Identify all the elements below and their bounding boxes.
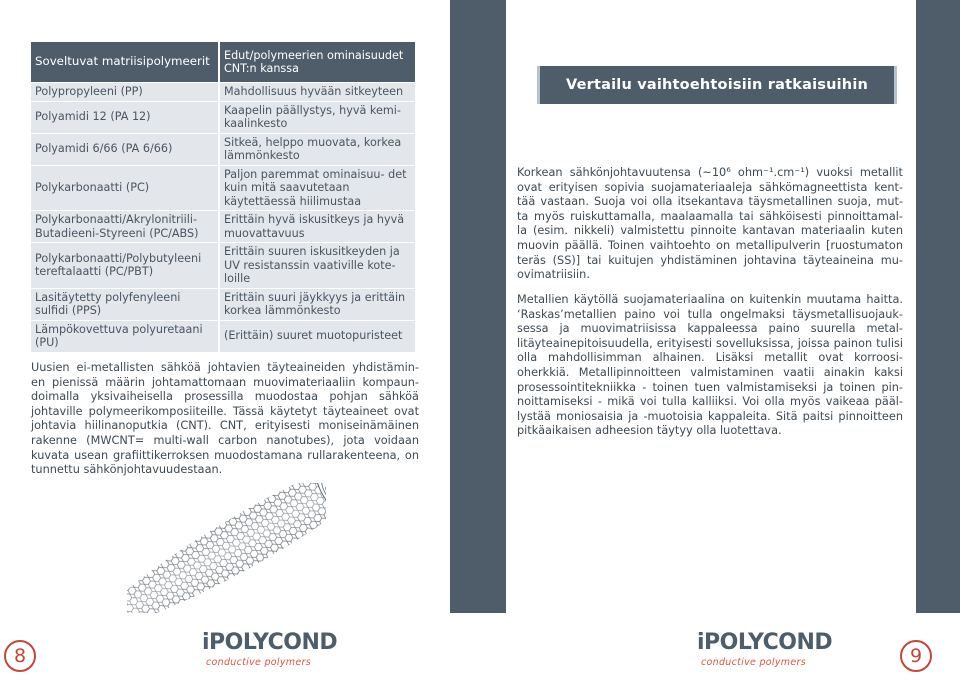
- table-cell-polymer: Lasitäytetty polyfenyleeni sulfidi (PPS): [31, 288, 219, 320]
- page-number-right: 9: [900, 640, 932, 672]
- logo-tagline: conductive polymers: [701, 657, 806, 668]
- table-row: [31, 243, 415, 289]
- table-row: [31, 211, 415, 243]
- table-header-properties: [219, 42, 415, 83]
- logo-wordmark: iPOLYCOND: [697, 630, 833, 655]
- table-row: [31, 320, 415, 352]
- ipolycond-logo-right: [697, 630, 833, 670]
- logo-wordmark: iPOLYCOND: [202, 630, 338, 655]
- logo-tagline: conductive polymers: [206, 657, 311, 668]
- section-heading-bar: [537, 66, 897, 104]
- matrix-polymer-table: [31, 42, 415, 352]
- table-header-polymers: Soveltuvat matriisipolymeerit: [31, 42, 219, 83]
- ipolycond-logo-left: [202, 630, 338, 670]
- carbon-nanotube-image: [127, 483, 326, 613]
- cnt-intro-paragraph: Uusien ei-metallisten sähköä johtavien täyteaineiden yhdistämin- en pienissä määrin johtamattomaan muovimateriaaliin kompaun- doimalla yksivaiheisella prosessilla muodostaa pohjan sähköä johtaville polymeerikomposiiteille. Tässä käytetyt täyteaineet ovat johtavia hiilinanoputkia (CNT). CNT, erityisesti moniseinämäinen rakenne (MWCNT= multi-wall carbon nanotubes), jota voidaan kuvata usean grafiittikerroksen muodostamana rullarakenteena, on tunnettu sähkönjohtavuudestaan.: [31, 361, 419, 477]
- metals-drawbacks-paragraph: Metallien käytöllä suojamateriaalina on kuitenkin muutama haitta. ‘Raskas’metallien paino voi tulla ongelmaksi täysmetallisuojauk- sessa ja muovimatriisissa kappaleessa paino suurella metal- litäyteainepitoisuudella, erityisesti sovelluksissa, joissa painon tulisi olla mahdollisimman alhainen. Lisäksi metallit ovat korroosi- oherkkiä. Metallipinnoitteen valmistaminen vaatii ainakin kaksi prosessointitekniikka - toinen tuen valmistamiseksi ja toinen pin- noittamiseksi - mikä voi tulla kalliiksi. Voi olla myös vaikeaa pääl- lystää moniosaisia ja -muotoisia kappaleita. Sitä paitsi pinnoitteen pitkäaikaisen adheesion täytyy olla luotettava.: [517, 293, 903, 438]
- table-cell-property: Erittäin hyvä iskusitkeys ja hyvä muovattavuus: [219, 211, 415, 243]
- table-cell-polymer: Polyamidi 12 (PA 12): [31, 101, 219, 133]
- table-cell-property: Erittäin suuren iskusitkeyden ja UV resistanssin vaativille kote- loille: [219, 243, 415, 289]
- table-row: [31, 133, 415, 165]
- metals-conductivity-paragraph: Korkean sähkönjohtavuutensa (~10⁶ ohm⁻¹.cm⁻¹) vuoksi metallit ovat erityisen sopivia suojamateriaaleja sähkömagneettista kent- tää vastaan. Suoja voi olla itsekantava täysmetallinen suoja, mut- ta myös ruiskuttamalla, maalaamalla tai sähköisesti pinnoittamal- la (esim. nikkeli) valmistettu pinnoite kantavan materiaalin kuten muovin päällä. Toinen vaihtoehto on metallipulverin [ruostumaton teräs (SS)] tai kuitujen yhdistäminen johtavina täyteaineina mu- ovimatriisiin.: [517, 166, 903, 282]
- left-page: [0, 0, 450, 687]
- table-cell-polymer: Polykarbonaatti/Polybutyleeni tereftalaatti (PC/PBT): [31, 243, 219, 289]
- table-row: [31, 165, 415, 211]
- table-cell-property: Kaapelin päällystys, hyvä kemi- kaalinkesto: [219, 101, 415, 133]
- table-cell-polymer: Lämpökovettuva polyuretaani (PU): [31, 320, 219, 352]
- table-cell-property: (Erittäin) suuret muotopuristeet: [219, 320, 415, 352]
- table-header-row: [31, 42, 415, 83]
- table-row: [31, 83, 415, 102]
- table-cell-polymer: Polykarbonaatti (PC): [31, 165, 219, 211]
- table-row: [31, 288, 415, 320]
- table-cell-property: Erittäin suuri jäykkyys ja erittäin korkea lämmönkesto: [219, 288, 415, 320]
- table-cell-polymer: Polypropyleeni (PP): [31, 83, 219, 102]
- page-number-left: 8: [4, 640, 36, 672]
- header-line-1: Edut/polymeerien ominaisuudet: [224, 48, 404, 62]
- table-cell-property: Mahdollisuus hyvään sitkeyteen: [219, 83, 415, 102]
- table-row: [31, 101, 415, 133]
- table-cell-property: Sitkeä, helppo muovata, korkea lämmönkesto: [219, 133, 415, 165]
- right-page: [450, 0, 960, 687]
- table-cell-polymer: Polyamidi 6/66 (PA 6/66): [31, 133, 219, 165]
- section-heading: Vertailu vaihtoehtoisiin ratkaisuihin: [565, 77, 869, 93]
- table-cell-polymer: Polykarbonaatti/Akrylonitriili- Butadieeni-Styreeni (PC/ABS): [31, 211, 219, 243]
- header-line-2: CNT:n kanssa: [224, 62, 299, 75]
- table-cell-property: Paljon paremmat ominaisuu- det kuin mitä saavutetaan käytettäessä hiilimustaa: [219, 165, 415, 211]
